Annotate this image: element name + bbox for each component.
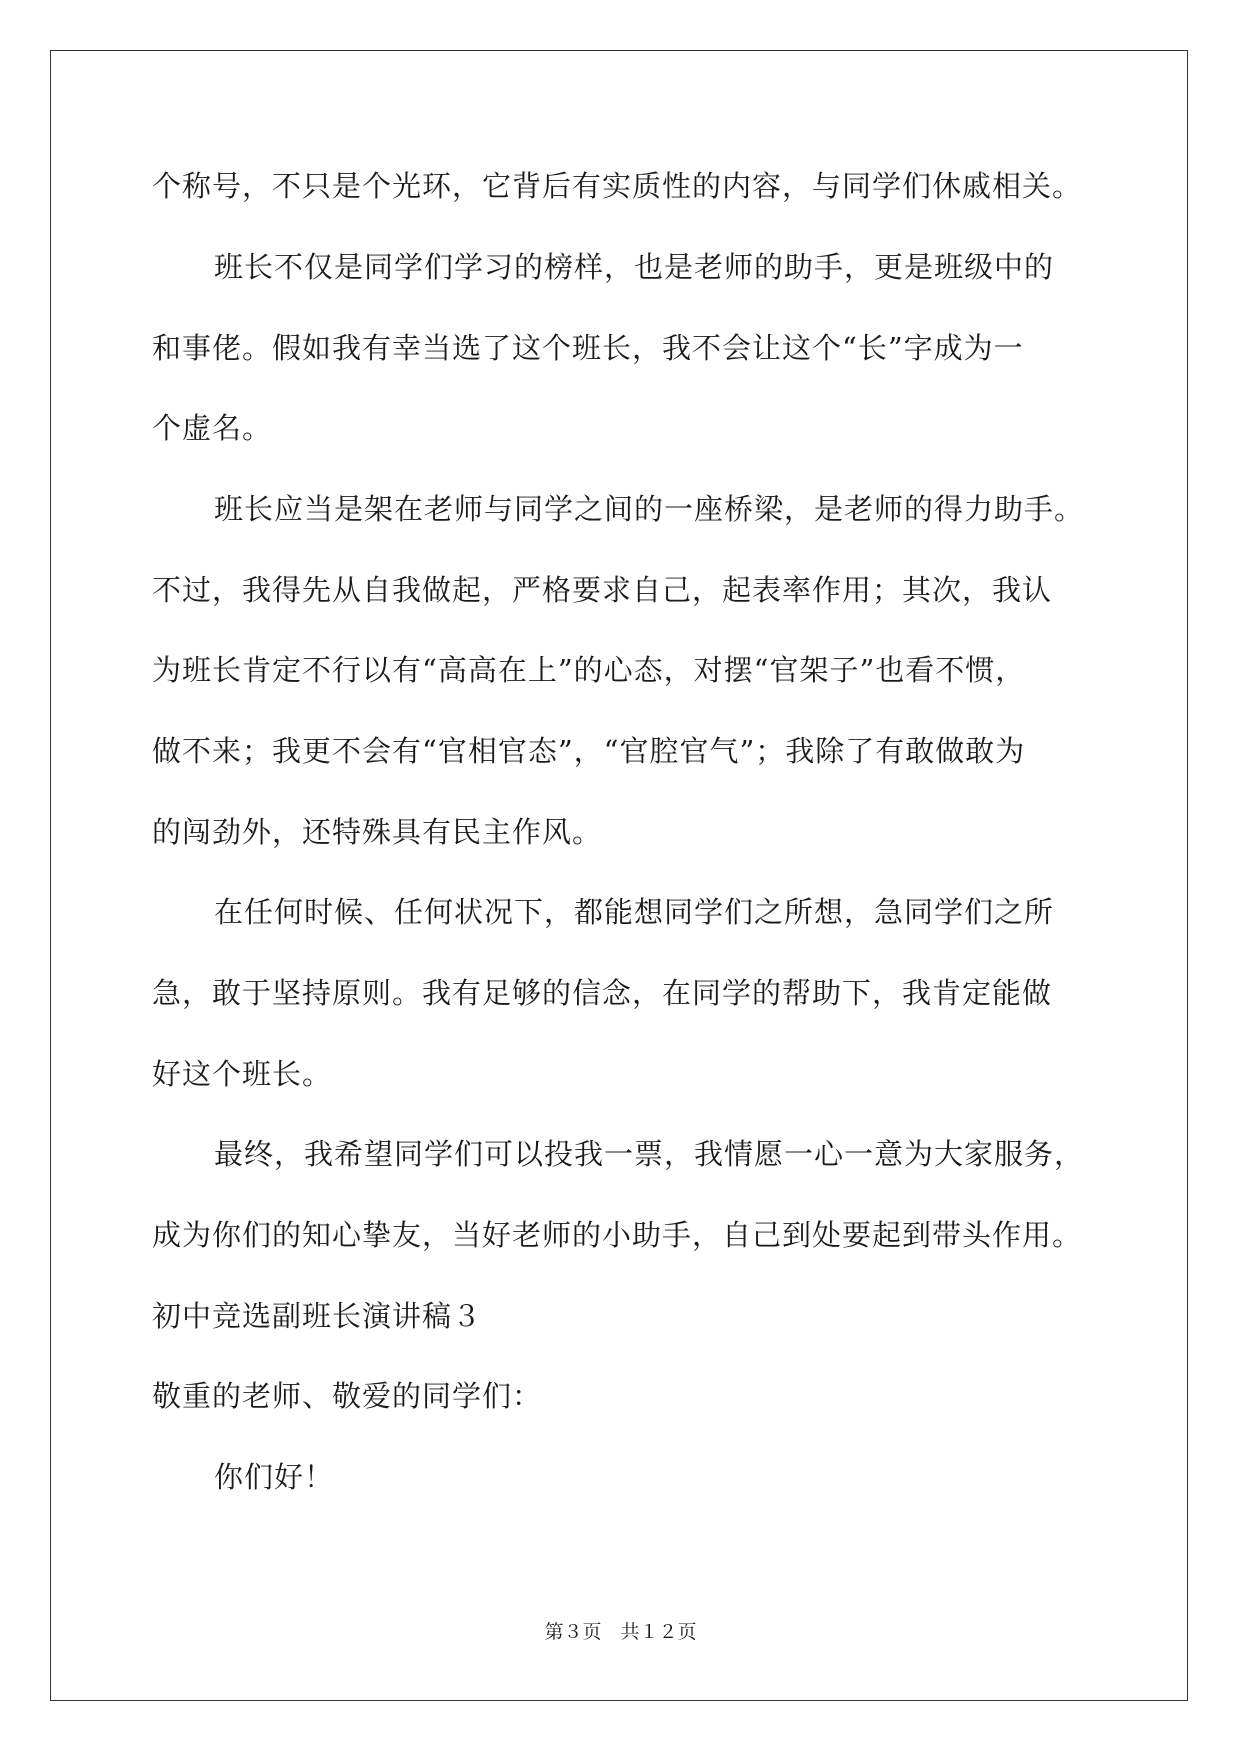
greeting: 你们好！ xyxy=(214,1460,335,1494)
salutation: 敬重的老师、敬爱的同学们： xyxy=(152,1379,543,1413)
body-line-1: 个称号，不只是个光环，它背后有实质性的内容，与同学们休戚相关。 xyxy=(152,169,1083,203)
page-number-footer: 第３页 共１２页 xyxy=(544,1621,697,1643)
paragraph-line: 不过，我得先从自我做起，严格要求自己，起表率作用；其次，我认 xyxy=(152,573,1053,607)
paragraph-line: 班长应当是架在老师与同学之间的一座桥梁，是老师的得力助手。 xyxy=(214,492,1085,526)
paragraph-line: 好这个班长。 xyxy=(152,1057,333,1091)
page-border xyxy=(50,50,1188,1701)
paragraph-line: 班长不仅是同学们学习的榜样，也是老师的助手，更是班级中的 xyxy=(214,250,1055,284)
paragraph-line: 成为你们的知心挚友，当好老师的小助手，自己到处要起到带头作用。 xyxy=(152,1218,1083,1252)
paragraph-line: 在任何时候、任何状况下，都能想同学们之所想，急同学们之所 xyxy=(214,895,1055,929)
paragraph-line: 做不来；我更不会有“官相官态”，“官腔官气”；我除了有敢做敢为 xyxy=(152,734,1026,768)
section-title: 初中竞选副班长演讲稿３ xyxy=(152,1299,483,1333)
paragraph-line: 的闯劲外，还特殊具有民主作风。 xyxy=(152,815,603,849)
paragraph-line: 个虚名。 xyxy=(152,411,273,445)
paragraph-line: 急，敢于坚持原则。我有足够的信念，在同学的帮助下，我肯定能做 xyxy=(152,976,1053,1010)
paragraph-line: 最终，我希望同学们可以投我一票，我情愿一心一意为大家服务， xyxy=(214,1137,1085,1171)
paragraph-line: 和事佬。假如我有幸当选了这个班长，我不会让这个“长”字成为一 xyxy=(152,331,1024,365)
paragraph-line: 为班长肯定不行以有“高高在上”的心态，对摆“官架子”也看不惯， xyxy=(152,653,1026,687)
